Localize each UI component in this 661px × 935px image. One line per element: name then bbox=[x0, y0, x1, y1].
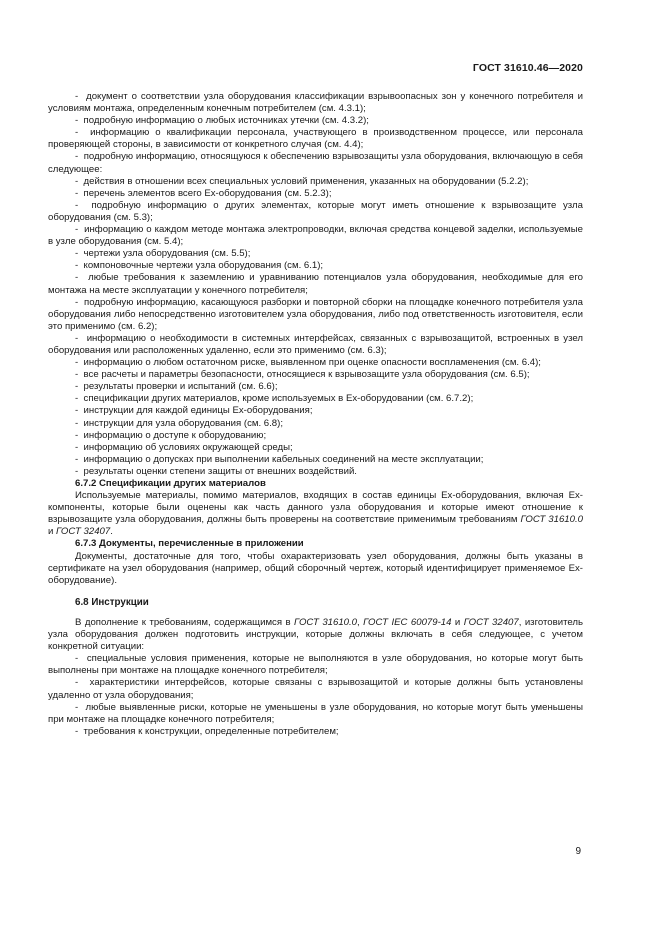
list-item: - инструкции для узла оборудования (см. 6.8); bbox=[48, 418, 583, 430]
list-item: - информацию об условиях окружающей среды; bbox=[48, 442, 583, 454]
list-item: - информацию о допусках при выполнении кабельных соединений на месте эксплуатации; bbox=[48, 454, 583, 466]
paragraph-6-8 bbox=[48, 617, 583, 653]
document-body bbox=[48, 91, 583, 738]
list-item: - подробную информацию, относящуюся к обеспечению взрывозащиты узла оборудования, включающую в себя следующее: bbox=[48, 151, 583, 175]
page-number: 9 bbox=[575, 846, 581, 857]
list-item: - любые требования к заземлению и уравниванию потенциалов узла оборудования, необходимые для его монтажа на месте эксплуатации у конечного потребителя; bbox=[48, 272, 583, 296]
list-item: - характеристики интерфейсов, которые связаны с взрывозащитой и которые должны быть установлены удаленно от узла оборудования; bbox=[48, 677, 583, 701]
paragraph-6-7-2 bbox=[48, 490, 583, 538]
standard-reference: ГОСТ 31610.0 bbox=[294, 616, 358, 628]
list-item: - чертежи узла оборудования (см. 5.5); bbox=[48, 248, 583, 260]
list-item: - результаты проверки и испытаний (см. 6.6); bbox=[48, 381, 583, 393]
paragraph-text: Используемые материалы, помимо материалов, входящих в состав единицы Ex-оборудования, включая Ex-компоненты, которые были оценены как часть данного узла оборудования и которые имеют отношение к взрывозащите узла оборудования, должны быть проверены на соответствие применимым требованиям bbox=[48, 490, 583, 526]
list-item: - информацию о любом остаточном риске, выявленном при оценке опасности воспламенения (см. 6.4); bbox=[48, 357, 583, 369]
separator-text: , bbox=[357, 616, 364, 628]
list-item: - подробную информацию о других элементах, которые могут иметь отношение к взрывозащите узла оборудования (см. 5.3); bbox=[48, 200, 583, 224]
list-item: - информацию о необходимости в системных интерфейсах, связанных с взрывозащитой, встроенных в узел оборудования или расположенных удаленно, если это применимо (см. 6.3); bbox=[48, 333, 583, 357]
list-item: - подробную информацию, касающуюся разборки и повторной сборки на площадке конечного потребителя узла оборудования либо непосредственно изготовителем узла оборудования, либо под ответственность изготовителя, если это применимо (см. 6.2); bbox=[48, 297, 583, 333]
standard-reference: ГОСТ 32407 bbox=[56, 526, 111, 538]
list-documents bbox=[48, 91, 583, 478]
paragraph-text: , изготовитель узла оборудования должен подготовить инструкции, которые должны включать в себя следующее, с учетом конкретной ситуации: bbox=[48, 616, 583, 653]
list-item: - подробную информацию о любых источниках утечки (см. 4.3.2); bbox=[48, 115, 583, 127]
paragraph-text: В дополнение к требованиям, содержащимся в bbox=[75, 616, 295, 628]
list-item: - все расчеты и параметры безопасности, относящиеся к взрывозащите узла оборудования (см. 6.5); bbox=[48, 369, 583, 381]
list-item: - результаты оценки степени защиты от внешних воздействий. bbox=[48, 466, 583, 478]
sentence-end: . bbox=[110, 526, 113, 538]
list-item: - перечень элементов всего Ex-оборудования (см. 5.2.3); bbox=[48, 188, 583, 200]
list-item: - информацию о каждом методе монтажа электропроводки, включая средства концевой заделки, используемые в узле оборудования (см. 5.4); bbox=[48, 224, 583, 248]
list-item: - действия в отношении всех специальных условий применения, указанных на оборудовании (5.2.2); bbox=[48, 176, 583, 188]
document-header: ГОСТ 31610.46—2020 bbox=[472, 62, 583, 74]
list-item: - требования к конструкции, определенные потребителем; bbox=[48, 726, 583, 738]
list-item: - любые выявленные риски, которые не уменьшены в узле оборудования, но которые могут быть уменьшены при монтаже на площадке конечного потребителя; bbox=[48, 702, 583, 726]
section-heading-6-7-3: 6.7.3 Документы, перечисленные в приложении bbox=[75, 538, 304, 550]
list-item: - компоновочные чертежи узла оборудования (см. 6.1); bbox=[48, 260, 583, 272]
section-heading-6-7-2: 6.7.2 Спецификации других материалов bbox=[75, 478, 266, 489]
conjunction-text: и bbox=[48, 526, 57, 538]
standard-reference: ГОСТ 31610.0 bbox=[520, 514, 583, 526]
standard-reference: ГОСТ IEC 60079-14 bbox=[363, 616, 452, 628]
standard-reference: ГОСТ 32407 bbox=[463, 616, 519, 628]
list-item: - инструкции для каждой единицы Ex-оборудования; bbox=[48, 405, 583, 417]
list-instructions bbox=[48, 653, 583, 738]
conjunction-text: и bbox=[451, 616, 464, 628]
list-item: - информацию о доступе к оборудованию; bbox=[48, 430, 583, 442]
section-heading-6-8: 6.8 Инструкции bbox=[75, 596, 149, 608]
list-item: - специальные условия применения, которые не выполняются в узле оборудования, но которые могут быть выполнены при монтаже на площадке конечного потребителя; bbox=[48, 653, 583, 677]
list-item: - информацию о квалификации персонала, участвующего в производственном процессе, или персонала проверяющей стороны, в зависимости от конкретного случая (см. 4.4); bbox=[48, 127, 583, 151]
list-item: - спецификации других материалов, кроме используемых в Ex-оборудовании (см. 6.7.2); bbox=[48, 393, 583, 405]
list-item: - документ о соответствии узла оборудования классификации взрывоопасных зон у конечного потребителя и условиям монтажа, определенным конечным потребителем (см. 4.3.1); bbox=[48, 91, 583, 115]
paragraph-6-7-3: Документы, достаточные для того, чтобы охарактеризовать узел оборудования, должны быть указаны в сертификате на узел оборудования (например, общий сборочный чертеж, который идентифицирует применяемое Ex-оборудование). bbox=[48, 550, 583, 586]
